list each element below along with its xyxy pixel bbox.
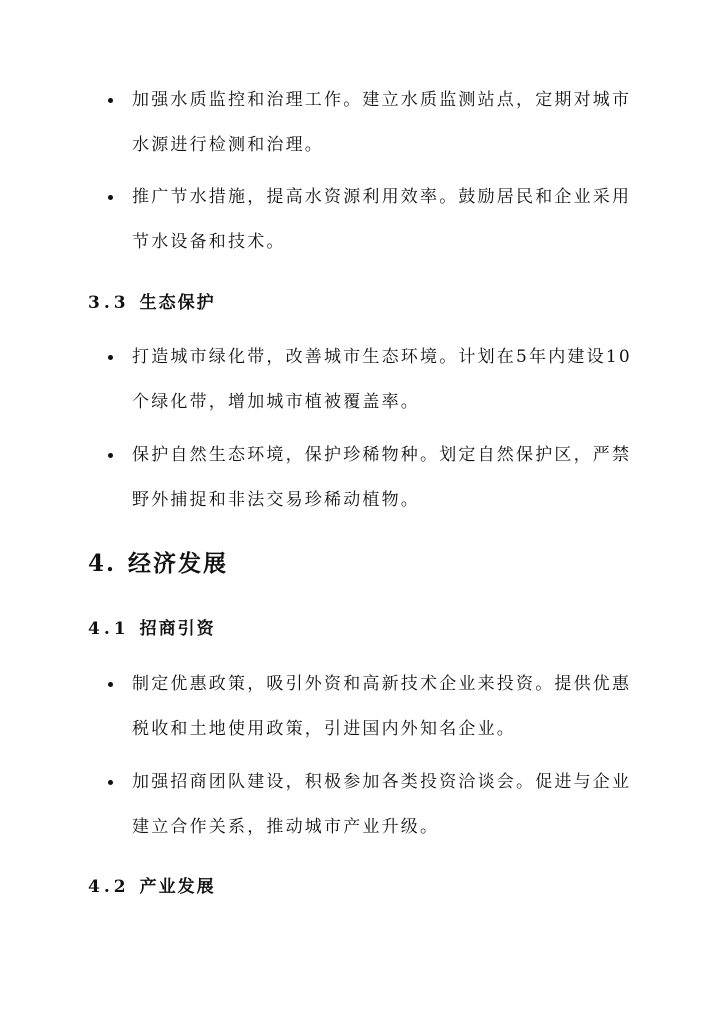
list-item-text: 打造城市绿化带，改善城市生态环境。计划在5年内建设10个绿化带，增加城市植被覆盖率。 — [132, 347, 632, 412]
bullet-icon — [108, 682, 113, 687]
list-item-text: 加强水质监控和治理工作。建立水质监测站点，定期对城市水源进行检测和治理。 — [132, 90, 632, 155]
section-heading-4-1 — [88, 614, 216, 639]
bullet-icon — [108, 453, 113, 458]
list-item-text: 加强招商团队建设，积极参加各类投资洽谈会。促进与企业建立合作关系，推动城市产业升级。 — [132, 772, 632, 837]
bullet-icon — [108, 355, 113, 360]
section-number: 4.1 — [88, 619, 130, 639]
section-heading-4 — [88, 545, 228, 578]
list-item-text: 推广节水措施，提高水资源利用效率。鼓励居民和企业采用节水设备和技术。 — [132, 187, 632, 252]
bullet-icon — [108, 195, 113, 200]
list-item-text: 保护自然生态环境，保护珍稀物种。划定自然保护区，严禁野外捕捉和非法交易珍稀动植物。 — [132, 445, 632, 510]
list-item-text: 制定优惠政策，吸引外资和高新技术企业来投资。提供优惠税收和土地使用政策，引进国内外知名企业。 — [132, 674, 632, 739]
section-title: 生态保护 — [139, 293, 216, 313]
section-number: 4. — [88, 550, 117, 577]
bullet-icon — [108, 780, 113, 785]
section-title: 产业发展 — [139, 877, 216, 897]
section-title: 经济发展 — [128, 550, 229, 577]
section-title: 招商引资 — [139, 619, 216, 639]
section-number: 3.3 — [88, 293, 130, 313]
section-heading-3-3 — [88, 288, 216, 313]
bullet-icon — [108, 98, 113, 103]
section-number: 4.2 — [88, 877, 130, 897]
section-heading-4-2 — [88, 872, 216, 897]
